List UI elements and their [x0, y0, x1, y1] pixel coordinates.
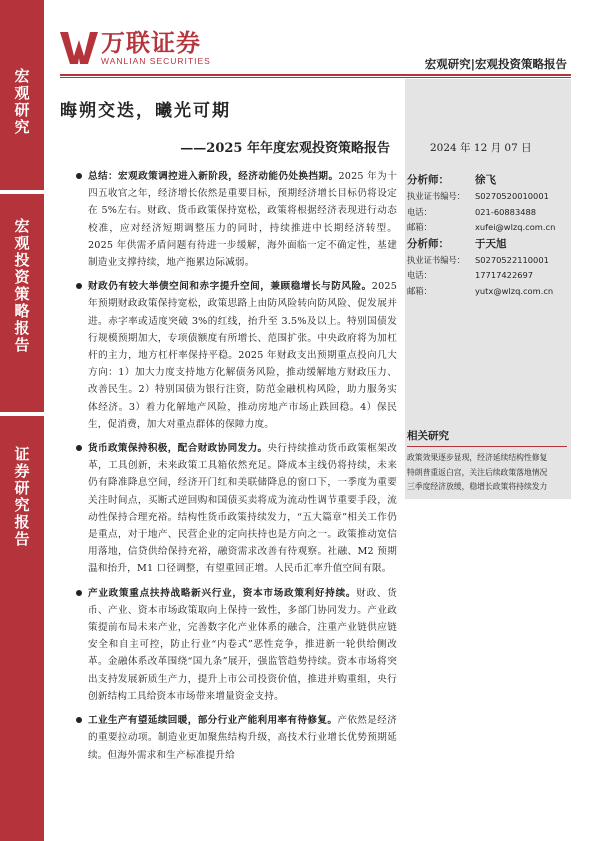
analyst-name: 于天旭 — [475, 237, 507, 250]
summary-paragraph — [76, 440, 397, 578]
sidebar-divider — [0, 190, 44, 194]
analyst-detail-row — [407, 205, 567, 221]
paragraph-lead: 产业政策重点扶持战略新兴行业，资本市场政策利好持续。 — [88, 587, 357, 599]
sidebar-section-strategy — [0, 218, 44, 354]
paragraph-lead: 货币政策保持积极，配合财政协同发力。 — [88, 443, 268, 455]
bullet-icon — [76, 283, 82, 289]
logo-chinese-name: 万联证券 — [101, 29, 201, 57]
sidebar-char: 资 — [14, 268, 30, 286]
bullet-icon — [76, 445, 82, 451]
analyst-detail-row — [407, 189, 567, 205]
bullet-icon — [76, 717, 82, 723]
header-rule — [60, 74, 571, 76]
paragraph-body: 2025 年为十四五收官之年，经济增长依然是重要目标，预期经济增长目标仍将设定在 5%左右。财政、货币政策保持宽松，政策将根据经济表现进行动态校准，应对经济短期调整压力的同时，持续推进中长期经济转型。2025 年供需矛盾问题有待进一步缓解，海外面临一定不确定性，基建制造业支撑持续，地产拖累边际减弱。 — [88, 171, 397, 269]
analyst-info — [407, 172, 567, 299]
paragraph-lead: 工业生产有望延续回暖，部分行业产能利用率有待修复。 — [88, 715, 338, 727]
detail-email[interactable]: yutx@wlzq.com.cn — [475, 285, 554, 296]
related-research-link[interactable]: 三季度经济放缓，稳增长政策将持续发力 — [407, 482, 548, 491]
analyst-role: 分析师： — [407, 174, 449, 186]
sidebar-char: 研 — [14, 479, 30, 497]
sidebar-section-securities — [0, 446, 44, 548]
paragraph-body: 产依然是经济的重要拉动项。制造业更加聚焦结构升级，高技术行业增长优势预期延续。但海外需求和生产标准提升给 — [88, 715, 398, 761]
sidebar-char: 告 — [14, 530, 30, 548]
detail-key: 执业证书编号： — [407, 191, 466, 201]
related-research-link[interactable]: 政策效果逐步显现，经济延续结构性修复 — [407, 453, 548, 462]
sidebar-char: 报 — [14, 513, 30, 531]
related-research — [407, 428, 567, 495]
analyst-detail-row — [407, 268, 567, 284]
detail-email[interactable]: xufei@wlzq.com.cn — [475, 222, 556, 232]
analyst-detail-row — [407, 220, 567, 236]
report-subtitle: ——2025 年年度宏观投资策略报告 — [180, 141, 390, 156]
analyst-detail-row — [407, 253, 567, 269]
detail-value: 021-60883488 — [475, 206, 537, 217]
paragraph-body: 央行持续推动货币政策框架改革，工具创新，未来政策工具箱依然充足。降成本主线仍将持续，未来仍有降准降息空间，经济开门红和美联储降息的窗口下，一季度为重要关注时间点，买断式逆回购和国债买卖将成为流动性调节重要手段，流动性保持合理充裕。结构性货币政策持续发力，“五大篇章”相关工作仍是重点，对于地产、民营企业的定向扶持也是方向之一。政策推动宽信用落地，信贷供给保持充裕，融资需求改善有待观察。社融、M2 预期温和抬升，M1 口径调整，有望重回正增。人民币汇率升值空间有限。 — [88, 443, 397, 575]
analyst-header — [407, 236, 567, 253]
sidebar-char: 观 — [14, 234, 30, 252]
detail-value: S0270520010001 — [475, 191, 549, 201]
company-logo — [60, 30, 211, 66]
report-summary — [76, 168, 397, 764]
report-type-label: 宏观研究|宏观投资策略报告 — [424, 57, 567, 71]
paragraph-lead: 总结：宏观政策调控进入新阶段，经济动能仍处换挡期。 — [88, 171, 339, 182]
sidebar-section-macro — [0, 68, 44, 136]
analyst-header — [407, 172, 567, 189]
sidebar-char: 研 — [14, 101, 30, 119]
paragraph-lead: 财政仍有较大举债空间和赤字提升空间，兼顾稳增长与防风险。 — [88, 281, 372, 293]
detail-key: 执业证书编号： — [407, 254, 466, 265]
detail-key: 电话： — [407, 206, 432, 217]
sidebar-char: 券 — [14, 462, 30, 480]
summary-paragraph — [76, 168, 397, 271]
detail-value: S0270522110001 — [475, 254, 549, 265]
related-research-link[interactable]: 特朗普重返白宫，关注后续政策落地情况 — [407, 467, 548, 477]
paragraph-body: 2025 年预期财政政策保持宽松，政策思路上由防风险转向防风险、促发展并进。赤字率或适度突破 3%的红线，抬升至 3.5%及以上。特别国债发行规模预期加大，专项债额度有所增长、范围扩张。中央政府将为加杠杆的主力，地方杠杆率保持平稳。2025 年财政支出预期重点投向几大方向：1）加大力度支持地方化解债务风险，推动缓解地方财政压力、改善民生。2）特别国债为银行注资，防范金融机构风险，助力服务实体经济。3）着力化解地产风险，推动房地产市场止跌回稳。4）保民生，促消费，加大对重点群体的保障力度。 — [88, 281, 397, 430]
analyst-role: 分析师： — [407, 237, 449, 250]
sidebar-char: 宏 — [14, 67, 30, 85]
bullet-icon — [76, 173, 82, 179]
sidebar-char: 略 — [14, 302, 30, 320]
sidebar-char: 宏 — [14, 217, 30, 235]
sidebar-char: 究 — [14, 118, 30, 136]
sidebar-char: 策 — [14, 285, 30, 303]
bullet-icon — [76, 590, 82, 596]
sidebar-char: 观 — [14, 84, 30, 102]
wanlian-logo-icon — [60, 30, 98, 66]
logo-english-name: WANLIAN SECURITIES — [101, 56, 211, 66]
sidebar-char: 报 — [14, 319, 30, 337]
report-title: 晦朔交迭，曦光可期 — [60, 101, 231, 121]
detail-value: 17717422697 — [475, 270, 534, 280]
summary-paragraph — [76, 712, 397, 764]
report-date: 2024 年 12 月 07 日 — [430, 142, 532, 154]
analyst-detail-row — [407, 284, 567, 300]
sidebar-char: 投 — [14, 251, 30, 269]
paragraph-body: 财政、货币、产业、资本市场政策取向上保持一致性，多部门协同发力。产业政策提前布局未来产业，完善数字化产业体系的融合，注重产业链供应链安全和自主可控，防止行业“内卷式”恶性竞争，推进新一轮供给侧改革。金融体系改革围绕“国九条”展开，强监管趋势持续。资本市场将突出支持发展新质生产力，提升上市公司投资价值，推进并购重组，央行创新结构工具给资本市场带来增量资金支持。 — [88, 587, 397, 702]
detail-key: 邮箱： — [407, 222, 432, 232]
sidebar-divider — [0, 412, 44, 416]
sidebar-char: 究 — [14, 496, 30, 514]
summary-paragraph — [76, 585, 397, 705]
sidebar-char: 告 — [14, 336, 30, 354]
related-research-title: 相关研究 — [407, 428, 567, 447]
summary-paragraph — [76, 278, 397, 433]
sidebar-char: 证 — [14, 445, 30, 463]
detail-key: 邮箱： — [407, 285, 432, 296]
detail-key: 电话： — [407, 270, 432, 280]
analyst-name: 徐飞 — [475, 174, 496, 186]
header-rule-thin — [60, 77, 571, 78]
